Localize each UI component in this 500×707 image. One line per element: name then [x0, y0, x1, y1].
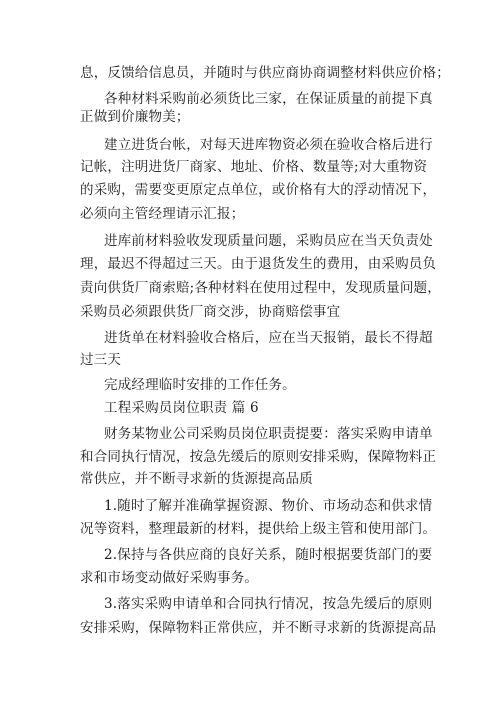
text-line: 和合同执行情况，按急先缓后的原则安排采购，保障物料正: [80, 449, 437, 465]
text-line: 过三天: [80, 352, 122, 368]
text-line: 正做到价廉物美；: [80, 109, 190, 125]
text-line: 财务某物业公司采购员岗位职责提要：落实采购申请单: [104, 426, 433, 442]
text-line: 息，反馈给信息员，并随时与供应商协商调整材料供应价格；: [80, 65, 450, 81]
text-line: 常供应，并不断寻求新的货源提高品质: [80, 471, 313, 487]
text-line: 建立进货台帐，对每天进库物资必须在验收合格后进行: [104, 137, 433, 153]
text-line: 1.随时了解并准确掌握资源、物价、市场动态和供求情: [104, 498, 433, 514]
text-line: 进库前材料验收发现质量问题，采购员应在当天负责处: [104, 233, 433, 249]
text-line: 的采购，需要变更原定点单位，或价格有大的浮动情况下，: [80, 182, 437, 198]
text-line: 况等资料，整理最新的材料，提供给上级主管和使用部门。: [80, 521, 437, 537]
text-line: 理，最迟不得超过三天。由于退货发生的费用，由采购员负: [80, 256, 437, 272]
text-line: 完成经理临时安排的工作任务。: [104, 377, 296, 393]
text-line: 各种材料采购前必须货比三家，在保证质量的前提下真: [104, 91, 433, 107]
text-line: 采购员必须跟供货厂商交涉，协商赔偿事宜: [80, 304, 341, 320]
text-line: 安排采购，保障物料正常供应，并不断寻求新的货源提高品: [80, 620, 437, 636]
text-line: 必须向主管经理请示汇报；: [80, 206, 245, 222]
text-line: 责向供货厂商索赔;各种材料在使用过程中，发现质量问题，: [80, 280, 441, 296]
section-heading: 工程采购员岗位职责 篇 6: [104, 400, 259, 416]
text-line: 求和市场变动做好采购事务。: [80, 570, 259, 586]
text-line: 进货单在材料验收合格后，应在当天报销，最长不得超: [104, 330, 433, 346]
text-line: 记帐，注明进货厂商家、地址、价格、数量等;对大重物资: [80, 159, 428, 175]
text-line: 2.保持与各供应商的良好关系，随时根据要货部门的要: [104, 547, 433, 563]
text-line: 3.落实采购申请单和合同执行情况，按急先缓后的原则: [104, 596, 433, 612]
